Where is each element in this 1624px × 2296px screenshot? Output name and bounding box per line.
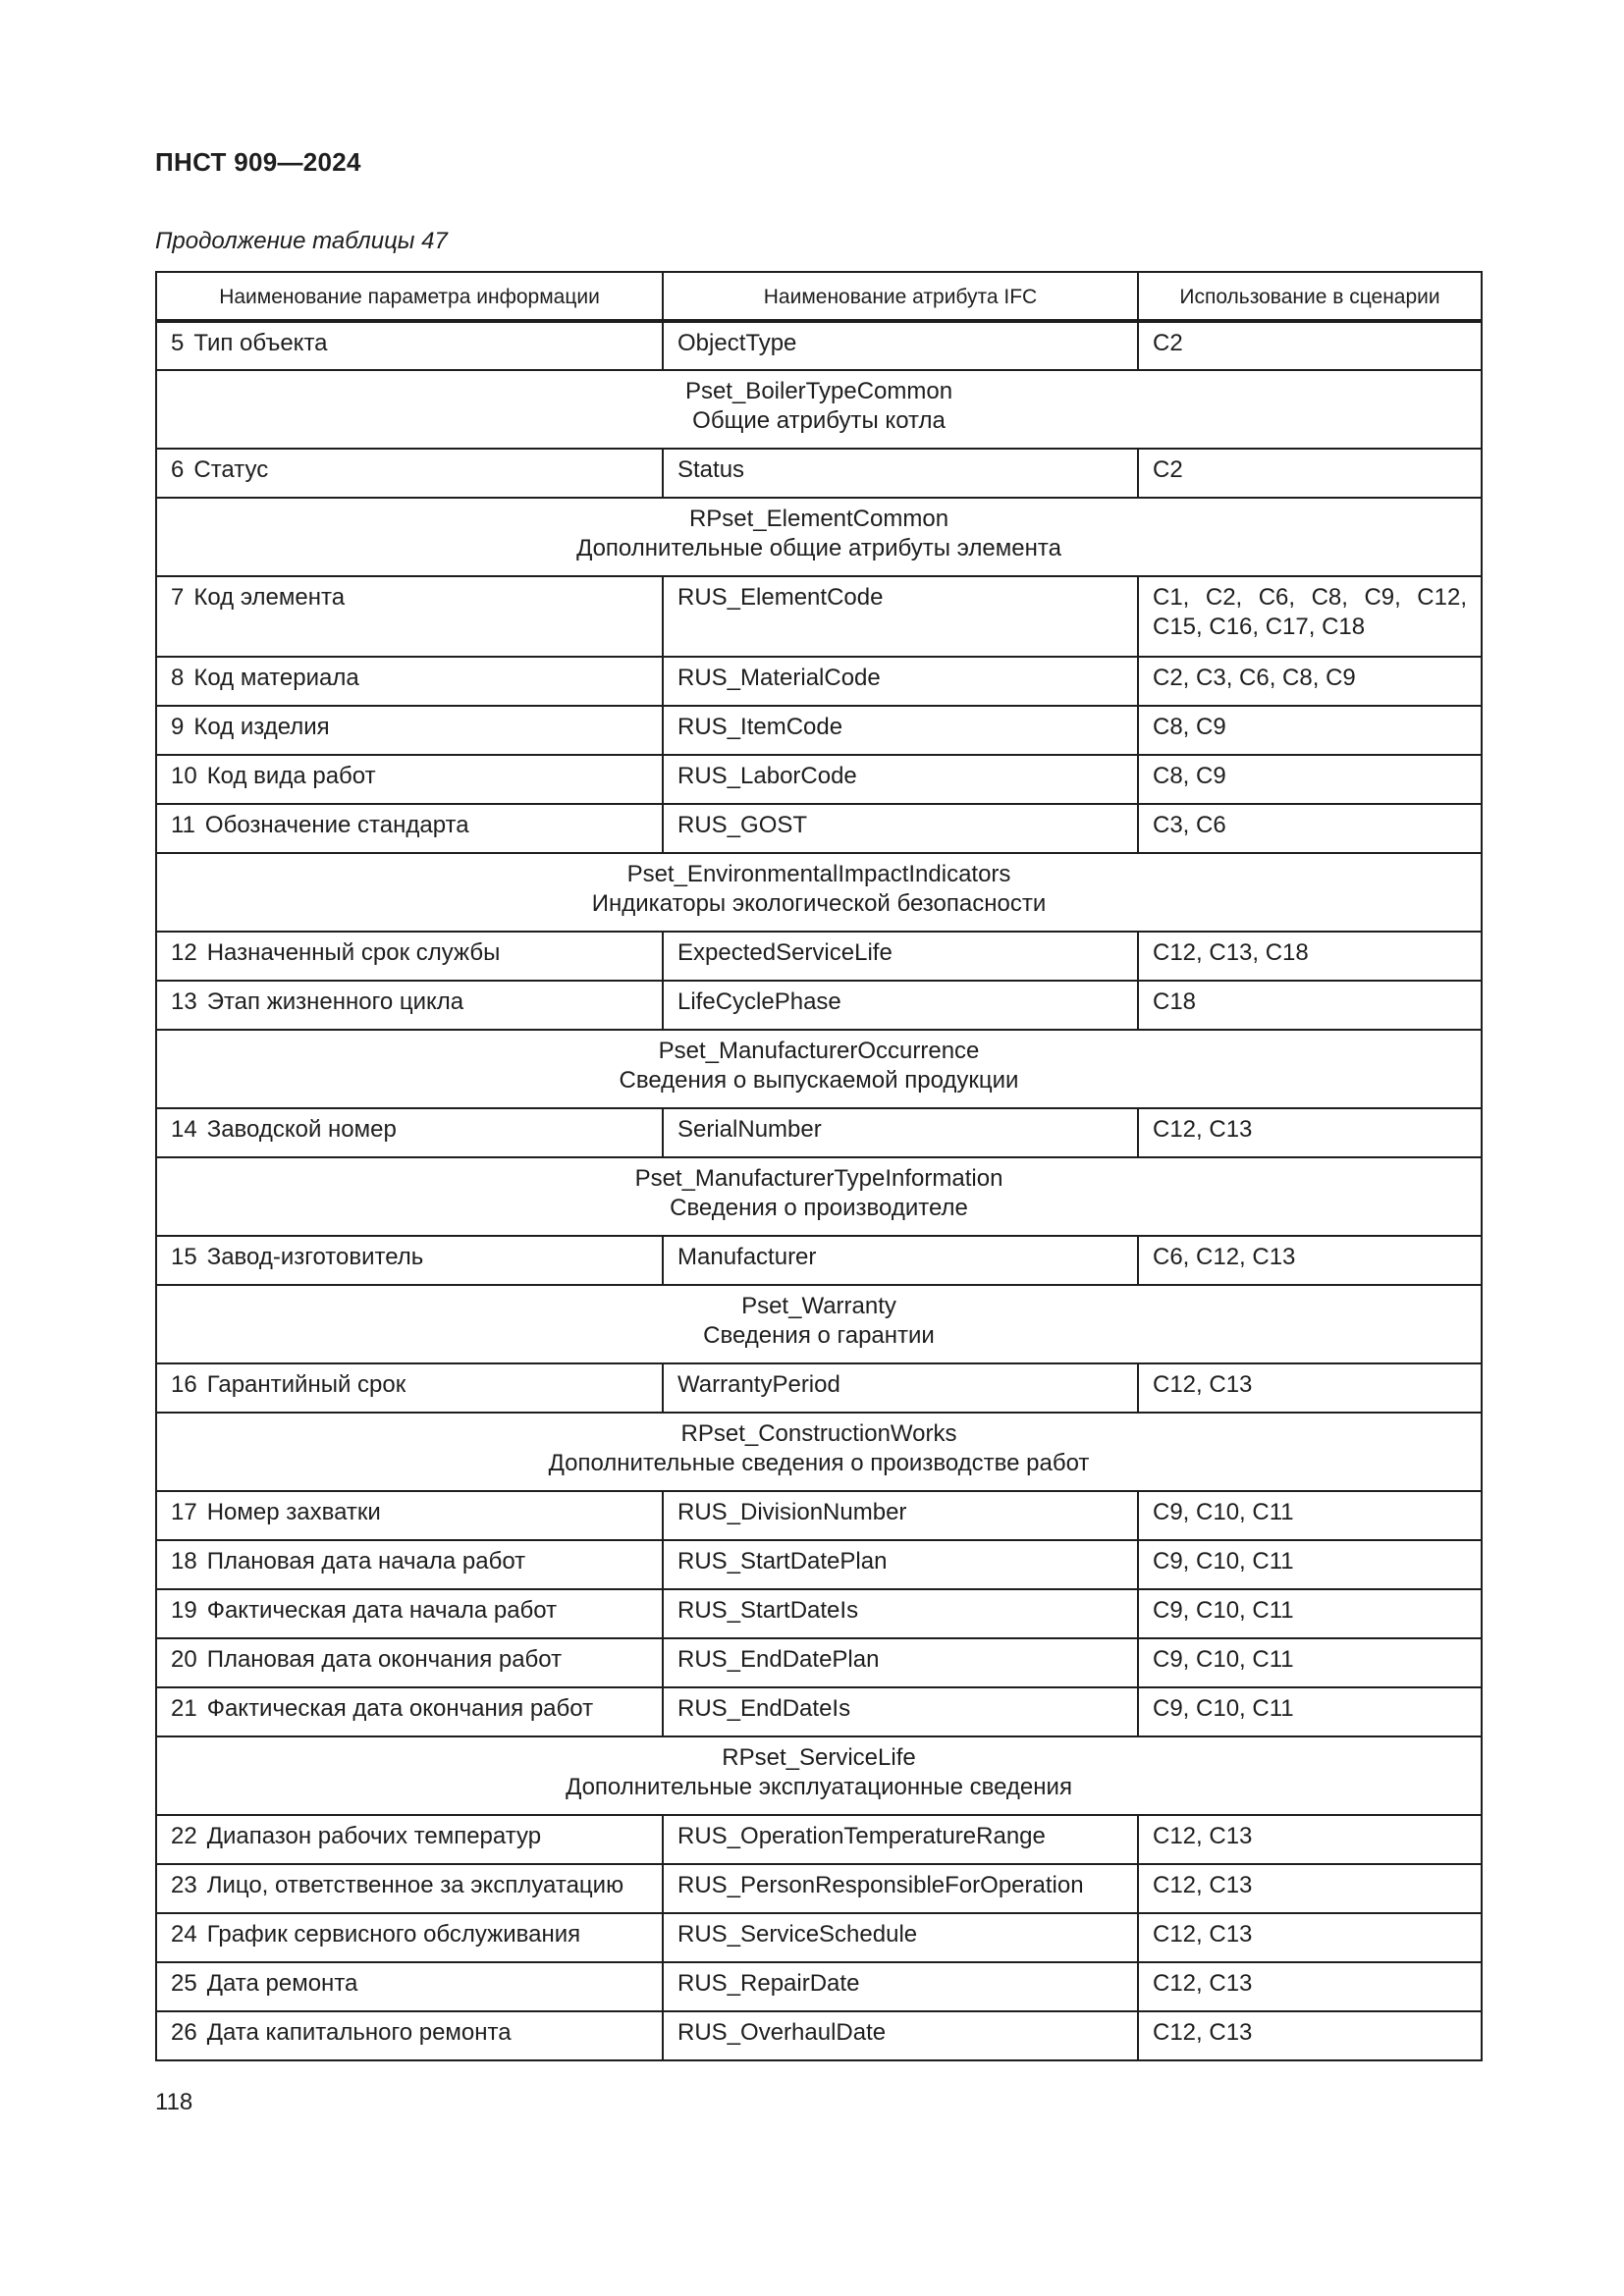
group-header-row xyxy=(156,1030,1482,1108)
parameter-cell xyxy=(156,321,663,370)
group-header-row xyxy=(156,853,1482,932)
scenario-codes-continued: С15, С16, С17, С18 xyxy=(1153,614,1366,640)
row-number: 25 xyxy=(171,1970,197,1997)
ifc-attribute-cell: RUS_PersonResponsibleForOperation xyxy=(663,1864,1138,1913)
table-row xyxy=(156,932,1482,981)
group-header-cell xyxy=(156,1285,1482,1363)
table-row xyxy=(156,1108,1482,1157)
parameter-name: Код вида работ xyxy=(206,763,376,789)
row-number: 17 xyxy=(171,1499,197,1525)
scenario-codes: С12, С13 xyxy=(1153,1970,1253,1997)
row-number: 16 xyxy=(171,1371,197,1398)
scenario-usage-cell xyxy=(1138,1236,1482,1285)
parameter-cell xyxy=(156,804,663,853)
scenario-usage-cell xyxy=(1138,1815,1482,1864)
parameter-name: Код элемента xyxy=(193,584,346,611)
row-number: 15 xyxy=(171,1244,197,1270)
pset-title: Pset_EnvironmentalImpactIndicators xyxy=(626,861,1011,887)
table-row xyxy=(156,1540,1482,1589)
group-header-cell xyxy=(156,853,1482,932)
parameter-cell xyxy=(156,1815,663,1864)
ifc-attribute-cell: RUS_ItemCode xyxy=(663,706,1138,755)
scenario-usage-cell xyxy=(1138,1540,1482,1589)
scenario-usage-cell xyxy=(1138,1864,1482,1913)
page-number: 118 xyxy=(155,2089,193,2115)
table-row xyxy=(156,1589,1482,1638)
scenario-codes: С12, С13 xyxy=(1153,1371,1253,1398)
parameter-cell xyxy=(156,2011,663,2060)
scenario-codes: С8, С9 xyxy=(1153,763,1226,789)
scenario-usage-cell xyxy=(1138,1363,1482,1413)
group-header-cell xyxy=(156,370,1482,449)
pset-title: Pset_BoilerTypeCommon xyxy=(684,378,953,404)
parameter-name: Статус xyxy=(193,456,269,483)
group-header-cell xyxy=(156,1157,1482,1236)
row-number: 21 xyxy=(171,1695,197,1722)
table-row xyxy=(156,1962,1482,2011)
scenario-usage-cell xyxy=(1138,755,1482,804)
ifc-attribute-cell: RUS_StartDateIs xyxy=(663,1589,1138,1638)
table-row xyxy=(156,1638,1482,1687)
scenario-codes: С9, С10, С11 xyxy=(1153,1695,1294,1722)
table-row xyxy=(156,1815,1482,1864)
parameter-name: Плановая дата окончания работ xyxy=(206,1646,563,1673)
parameter-name: Номер захватки xyxy=(206,1499,381,1525)
ifc-attribute-cell: RUS_OperationTemperatureRange xyxy=(663,1815,1138,1864)
parameter-name: Назначенный срок службы xyxy=(206,939,501,966)
group-header-row xyxy=(156,370,1482,449)
group-header-cell xyxy=(156,1413,1482,1491)
parameter-cell xyxy=(156,1540,663,1589)
parameter-name: Дата капитального ремонта xyxy=(206,2019,512,2046)
pset-subtitle: Сведения о производителе xyxy=(670,1195,968,1221)
parameter-name: Диапазон рабочих температур xyxy=(206,1823,542,1849)
column-header-parameter: Наименование параметра информации xyxy=(156,272,663,321)
parameter-name: Обозначение стандарта xyxy=(204,812,469,838)
row-number: 8 xyxy=(171,665,185,691)
ifc-attribute-cell: LifeCyclePhase xyxy=(663,981,1138,1030)
pset-subtitle: Общие атрибуты котла xyxy=(692,407,946,434)
row-number: 12 xyxy=(171,939,197,966)
scenario-usage-cell xyxy=(1138,1491,1482,1540)
document-code: ПНСТ 909—2024 xyxy=(155,147,361,177)
parameter-name: Гарантийный срок xyxy=(206,1371,406,1398)
parameter-name: Лицо, ответственное за эксплуатацию xyxy=(206,1872,624,1898)
ifc-attribute-cell: RUS_DivisionNumber xyxy=(663,1491,1138,1540)
scenario-usage-cell xyxy=(1138,657,1482,706)
table-row xyxy=(156,576,1482,657)
column-header-ifc-attribute: Наименование атрибута IFC xyxy=(663,272,1138,321)
table-row xyxy=(156,804,1482,853)
pset-title: RPset_ConstructionWorks xyxy=(680,1420,957,1447)
parameter-cell xyxy=(156,449,663,498)
scenario-codes: С12, С13 xyxy=(1153,1823,1253,1849)
pset-title: RPset_ServiceLife xyxy=(722,1744,916,1771)
table-row xyxy=(156,1363,1482,1413)
ifc-attribute-cell: ExpectedServiceLife xyxy=(663,932,1138,981)
row-number: 9 xyxy=(171,714,185,740)
table-row xyxy=(156,1913,1482,1962)
table-row xyxy=(156,321,1482,370)
group-header-row xyxy=(156,1285,1482,1363)
pset-subtitle: Индикаторы экологической безопасности xyxy=(591,890,1047,917)
scenario-codes: С12, С13 xyxy=(1153,1921,1253,1948)
scenario-codes: С8, С9 xyxy=(1153,714,1226,740)
scenario-usage-cell xyxy=(1138,1108,1482,1157)
row-number: 19 xyxy=(171,1597,197,1624)
parameter-name: Код изделия xyxy=(193,714,330,740)
ifc-attribute-cell: RUS_StartDatePlan xyxy=(663,1540,1138,1589)
parameter-cell xyxy=(156,1108,663,1157)
row-number: 26 xyxy=(171,2019,197,2046)
parameter-cell xyxy=(156,1491,663,1540)
table-row xyxy=(156,755,1482,804)
scenario-codes: С18 xyxy=(1153,988,1197,1015)
parameter-cell xyxy=(156,1363,663,1413)
table-row xyxy=(156,706,1482,755)
parameter-name: Завод-изготовитель xyxy=(206,1244,424,1270)
row-number: 13 xyxy=(171,988,197,1015)
scenario-usage-cell xyxy=(1138,981,1482,1030)
parameter-cell xyxy=(156,1589,663,1638)
ifc-attribute-cell: RUS_OverhaulDate xyxy=(663,2011,1138,2060)
pset-subtitle: Дополнительные эксплуатационные сведения xyxy=(566,1774,1072,1800)
parameter-cell xyxy=(156,932,663,981)
pset-title: Pset_ManufacturerTypeInformation xyxy=(634,1165,1003,1192)
table-row xyxy=(156,657,1482,706)
scenario-codes: С6, С12, С13 xyxy=(1153,1244,1296,1270)
scenario-codes: С2 xyxy=(1153,330,1183,356)
ifc-attribute-cell: RUS_GOST xyxy=(663,804,1138,853)
group-header-row xyxy=(156,1736,1482,1815)
table-body xyxy=(156,321,1482,2060)
scenario-codes: С9, С10, С11 xyxy=(1153,1499,1294,1525)
parameter-name: Тип объекта xyxy=(193,330,328,356)
scenario-usage-cell xyxy=(1138,449,1482,498)
row-number: 23 xyxy=(171,1872,197,1898)
parameter-cell xyxy=(156,657,663,706)
scenario-usage-cell xyxy=(1138,576,1482,657)
scenario-codes: С12, С13 xyxy=(1153,2019,1253,2046)
pset-title: RPset_ElementCommon xyxy=(688,506,949,532)
pset-subtitle: Дополнительные общие атрибуты элемента xyxy=(576,535,1061,561)
ifc-attribute-cell: RUS_MaterialCode xyxy=(663,657,1138,706)
scenario-codes: С9, С10, С11 xyxy=(1153,1597,1294,1624)
ifc-attribute-cell: RUS_LaborCode xyxy=(663,755,1138,804)
table-header-row xyxy=(156,272,1482,321)
parameter-cell xyxy=(156,981,663,1030)
scenario-usage-cell xyxy=(1138,932,1482,981)
parameter-name: Этап жизненного цикла xyxy=(206,988,464,1015)
scenario-codes: С9, С10, С11 xyxy=(1153,1548,1294,1575)
table-row xyxy=(156,1236,1482,1285)
scenario-usage-cell xyxy=(1138,321,1482,370)
group-header-row xyxy=(156,1413,1482,1491)
scenario-usage-cell xyxy=(1138,1687,1482,1736)
ifc-attribute-cell: RUS_ServiceSchedule xyxy=(663,1913,1138,1962)
parameter-name: Заводской номер xyxy=(206,1116,397,1143)
scenario-codes: С2 xyxy=(1153,456,1183,483)
scenario-usage-cell xyxy=(1138,706,1482,755)
scenario-usage-cell xyxy=(1138,2011,1482,2060)
parameter-name: Фактическая дата окончания работ xyxy=(206,1695,594,1722)
pset-title: Pset_Warranty xyxy=(741,1293,896,1319)
pset-subtitle: Сведения о выпускаемой продукции xyxy=(619,1067,1019,1094)
scenario-codes: С1, С2, С6, С8, С9, С12, xyxy=(1153,584,1467,611)
parameter-cell xyxy=(156,755,663,804)
scenario-usage-cell xyxy=(1138,1589,1482,1638)
group-header-cell xyxy=(156,498,1482,576)
parameter-cell xyxy=(156,1687,663,1736)
scenario-codes: С12, С13, С18 xyxy=(1153,939,1309,966)
table-caption: Продолжение таблицы 47 xyxy=(155,228,448,254)
row-number: 22 xyxy=(171,1823,197,1849)
scenario-usage-cell xyxy=(1138,1913,1482,1962)
parameter-cell xyxy=(156,1864,663,1913)
ifc-attribute-cell: Status xyxy=(663,449,1138,498)
pset-subtitle: Дополнительные сведения о производстве работ xyxy=(548,1450,1090,1476)
row-number: 10 xyxy=(171,763,197,789)
ifc-attribute-cell: RUS_EndDatePlan xyxy=(663,1638,1138,1687)
row-number: 5 xyxy=(171,330,185,356)
parameter-cell xyxy=(156,1638,663,1687)
group-header-row xyxy=(156,498,1482,576)
column-header-scenario-usage: Использование в сценарии xyxy=(1138,272,1482,321)
data-table xyxy=(155,271,1483,2061)
parameter-name: Плановая дата начала работ xyxy=(206,1548,526,1575)
scenario-codes: С3, С6 xyxy=(1153,812,1226,838)
row-number: 14 xyxy=(171,1116,197,1143)
ifc-attribute-cell: RUS_EndDateIs xyxy=(663,1687,1138,1736)
scenario-codes: С12, С13 xyxy=(1153,1872,1253,1898)
parameter-name: Дата ремонта xyxy=(206,1970,358,1997)
ifc-attribute-cell: RUS_RepairDate xyxy=(663,1962,1138,2011)
row-number: 24 xyxy=(171,1921,197,1948)
parameter-name: График сервисного обслуживания xyxy=(206,1921,581,1948)
ifc-attribute-cell: ObjectType xyxy=(663,321,1138,370)
row-number: 11 xyxy=(171,812,195,838)
scenario-codes: С12, С13 xyxy=(1153,1116,1253,1143)
row-number: 7 xyxy=(171,584,185,611)
ifc-attribute-cell: WarrantyPeriod xyxy=(663,1363,1138,1413)
row-number: 18 xyxy=(171,1548,197,1575)
ifc-attribute-cell: RUS_ElementCode xyxy=(663,576,1138,657)
table-row xyxy=(156,2011,1482,2060)
table-row xyxy=(156,1864,1482,1913)
ifc-attribute-cell: SerialNumber xyxy=(663,1108,1138,1157)
scenario-codes: С9, С10, С11 xyxy=(1153,1646,1294,1673)
scenario-codes: С2, С3, С6, С8, С9 xyxy=(1153,665,1356,691)
row-number: 6 xyxy=(171,456,185,483)
pset-title: Pset_ManufacturerOccurrence xyxy=(658,1038,980,1064)
pset-subtitle: Сведения о гарантии xyxy=(703,1322,935,1349)
parameter-cell xyxy=(156,706,663,755)
scenario-usage-cell xyxy=(1138,1638,1482,1687)
parameter-cell xyxy=(156,576,663,657)
group-header-row xyxy=(156,1157,1482,1236)
table-row xyxy=(156,1687,1482,1736)
row-number: 20 xyxy=(171,1646,197,1673)
ifc-attribute-cell: Manufacturer xyxy=(663,1236,1138,1285)
table-row xyxy=(156,449,1482,498)
scenario-usage-cell xyxy=(1138,804,1482,853)
parameter-name: Код материала xyxy=(193,665,359,691)
parameter-cell xyxy=(156,1962,663,2011)
parameter-cell xyxy=(156,1236,663,1285)
parameter-cell xyxy=(156,1913,663,1962)
table-row xyxy=(156,981,1482,1030)
scenario-usage-cell xyxy=(1138,1962,1482,2011)
group-header-cell xyxy=(156,1030,1482,1108)
table-row xyxy=(156,1491,1482,1540)
parameter-name: Фактическая дата начала работ xyxy=(206,1597,558,1624)
group-header-cell xyxy=(156,1736,1482,1815)
